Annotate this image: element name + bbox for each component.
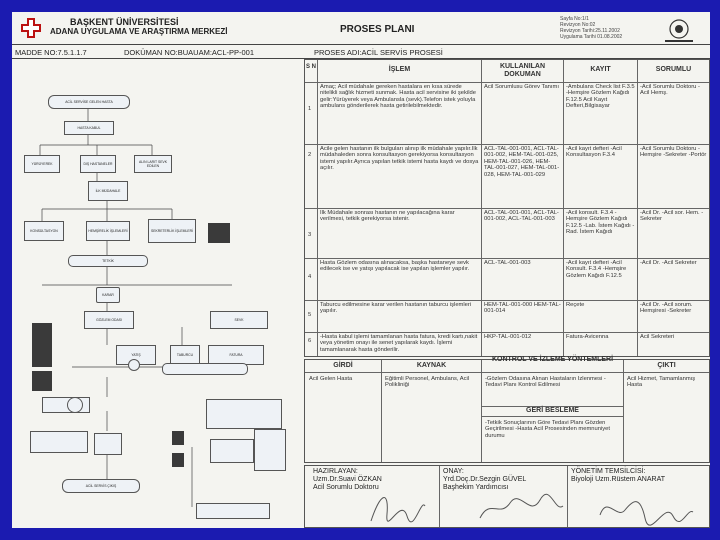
summary-header-geri: GERİ BESLEME — [526, 407, 579, 414]
ytm-label: YÖNETİM TEMSİLCİSİ: — [571, 468, 646, 475]
header-rule — [12, 44, 710, 45]
flow-dark-block — [172, 453, 184, 467]
col-header-sorumlu: SORUMLU — [655, 66, 692, 73]
summary-table — [304, 356, 710, 463]
flow-node-yuruyerek: YÜRÜYEREK — [24, 155, 60, 173]
meta-line: Revizyon Tarihi:25.11.2002 — [560, 28, 620, 34]
flow-node-ozel — [196, 503, 270, 519]
flow-node-sevk-edilen: ALIN LARIT SEVK EDİLEN — [134, 155, 172, 173]
flowchart-panel — [12, 59, 300, 528]
row-number: 3 — [308, 232, 312, 238]
row-dokuman: ACL-TAL-001-003 — [484, 260, 531, 266]
revision-meta — [560, 16, 622, 40]
signature-hazirlayan — [361, 486, 431, 526]
flow-node-end: ACİL SERVİS ÇIKIŞ — [62, 479, 140, 493]
flow-node-gozlem: GÖZLEM ODASI — [84, 311, 134, 329]
flow-node-circle — [67, 397, 83, 413]
summary-kontrol: -Gözlem Odasına Alınan Hastaların İzlenmesi -Tedavi Planı Kontrol Edilmesi — [485, 376, 606, 389]
summary-geri: -Tetkik Sonuçlarının Göre Tedavi Planı Gözden Geçirilmesi -Hasta Acil Prosesinden memnuniyet durumu — [485, 420, 611, 439]
row-sorumlu: -Acil Sorumlu Doktoru -Hemşire -Sekreter -Portör — [640, 146, 707, 159]
flow-node-taburcu: TABURCU — [170, 345, 200, 365]
signature-ytm — [595, 490, 695, 526]
col-header-sn: S N — [305, 64, 316, 70]
flow-node-sevk: SEVK — [210, 311, 268, 329]
row-sorumlu: Acil Sekreteri — [640, 334, 675, 340]
row-number: 2 — [308, 152, 312, 158]
row-islem: Acile gelen hastanın ilk bulguları alınıp ilk müdahale yapılır.İlk müdahaleden sonra konsultasyon gerekiyorsa konsultasyon istemi yapılır.Ayrıca yapılan tetkik istemi hasta kaydı ve dosya açılır. — [320, 146, 479, 172]
row-dokuman: HKP-TAL-001-012 — [484, 334, 532, 340]
row-kayit: Fatura-Avicenna — [566, 334, 609, 340]
flow-dark-block — [172, 431, 184, 445]
process-table — [304, 59, 710, 357]
university-name: BAŞKENT ÜNİVERSİTESİ — [70, 17, 179, 27]
flow-node-ilk-mudahale: İLK MÜDAHALE — [88, 181, 128, 201]
row-dokuman: ACL-TAL-001-001, ACL-TAL-001-002, HEM-TAL-001-025, HEM-TAL-001-026, HEM-TAL-001-027, HEM-TAL-001-028, HEM-TAL-001-029 — [484, 146, 560, 178]
flow-node-bekleme — [162, 363, 248, 375]
flow-node-sevk-yatis — [210, 439, 254, 463]
row-number: 1 — [308, 106, 312, 112]
col-header-dokuman: KULLANILAN DOKUMAN — [499, 63, 546, 78]
madde-no: MADDE NO:7.5.1.1.7 — [15, 48, 87, 57]
row-number: 4 — [308, 274, 312, 280]
row-dokuman: ACL-TAL-001-001, ACL-TAL-001-002, ACL-TAL-001-003 — [484, 210, 559, 223]
onay-name: Yrd.Doç.Dr.Sezgin GÜVEL — [443, 476, 527, 483]
summary-girdi: Acil Gelen Hasta — [309, 376, 353, 382]
row-kayit: -Ambulans Check list F.3.5 -Hemşire Gözlem Kağıdı F.12.5 Acil Kayıt Defteri,Bilgisayar — [566, 84, 635, 110]
summary-header-kontrol: KONTROL VE İZLEME YÖNTEMLERİ — [491, 356, 614, 363]
row-dokuman: HEM-TAL-001-000 HEM-TAL-001-014 — [484, 302, 561, 315]
row-kayit: -Acil kayıt defteri -Acil Konsult. F.3.4 -Hemşire Gözlem Kağıdı F.12.5 — [566, 260, 627, 279]
certification-logo — [662, 18, 696, 44]
meta-line: Uygulama Tarihi 01.08.2002 — [560, 34, 623, 40]
flow-node-yatis-on — [254, 429, 286, 471]
summary-header-girdi: GİRDİ — [333, 362, 353, 369]
hazirlayan-role: Acil Sorumlu Doktoru — [313, 484, 379, 491]
page-title: PROSES PLANI — [340, 24, 415, 35]
summary-cikti: Acil Hizmet, Tamamlanmış Hasta — [627, 376, 696, 389]
row-islem: Amaç; Acil müdahale gereken hastalara en kısa sürede nitelikli sağlık hizmeti sunmak. Hasta acil servisine iki şekilde gelir:Yürüyerek veya Ambulansla (sevk).Telefon istek yoluyla ambulans gönderilerek hasta getirilebilmektedir. — [320, 84, 476, 110]
summary-header-cikti: ÇIKTI — [657, 362, 676, 369]
signature-onay — [475, 488, 565, 526]
col-header-kayit: KAYIT — [590, 66, 611, 73]
flow-dark-block — [208, 223, 230, 243]
row-kayit: Reçete — [566, 302, 585, 308]
flow-node-hasta — [94, 433, 122, 455]
meta-line: Sayfa No:1/1 — [560, 16, 589, 22]
center-name: ADANA UYGULAMA VE ARAŞTIRMA MERKEZİ — [50, 27, 228, 36]
flow-node-dis-hastane: DIŞ HASTANELER — [80, 155, 116, 173]
meta-line: Revizyon No:02 — [560, 22, 596, 28]
process-name: PROSES ADI:ACİL SERVİS PROSESİ — [314, 48, 443, 57]
row-kayit: -Acil kayıt defteri -Acil Konsultasyon F.3.4 — [566, 146, 622, 159]
row-number: 5 — [308, 312, 312, 318]
flow-node-start: ACİL SERVİSE GELEN HASTA — [48, 95, 130, 109]
row-islem: Hasta Gözlem odasına alınacaksa, başka hastaneye sevk edilecek ise ve yatışı yapılacak ise yapılan işlemler yapılır. — [320, 260, 470, 273]
flow-node-tetkik: TETKİK — [68, 255, 148, 267]
flow-node-konsultasyon: KONSÜLTASYON — [24, 221, 64, 241]
signature-block — [304, 465, 710, 528]
flow-node-sekreterlik: SEKRETERLİK İŞLEMLERİ — [148, 219, 196, 243]
flow-node-kabul: HASTA KABUL — [64, 121, 114, 135]
flow-dark-block — [32, 323, 52, 367]
row-islem: Taburcu edilmesine karar verilen hastanın taburcu işlemleri yapılır. — [320, 302, 472, 315]
summary-kaynak: Eğitimli Personel, Ambulans, Acil Polikliniği — [385, 376, 470, 389]
flow-node-hemsirelik: HEMŞİRELİK İŞLEMLERİ — [86, 221, 130, 241]
row-dokuman: Acil Sorumlusu Görev Tanımı — [484, 84, 559, 90]
row-kayit: -Acil konsult. F.3.4 -Hemşire Gözlem Kağıdı F.12.5 -Lab. İstem Kağıdı -Rad. İstem Kağıdı — [566, 210, 635, 236]
flow-node-circle — [128, 359, 140, 371]
hazirlayan-label: HAZIRLAYAN: — [313, 468, 358, 475]
summary-header-kaynak: KAYNAK — [416, 362, 447, 369]
row-sorumlu: -Acil Sorumlu Doktoru -Acil Hemş. — [640, 84, 700, 97]
onay-role: Başhekim Yardımcısı — [443, 484, 509, 491]
flow-node-yatis: YATIŞ — [116, 345, 156, 365]
row-sorumlu: -Acil Dr. -Acil sorum. Hemşiresi -Sekreter — [640, 302, 693, 315]
onay-label: ONAY: — [443, 468, 464, 475]
row-islem: -Hasta kabul işlemi tamamlanan hasta fatura, kredi kartı,nakit veya yönetim onayı ile senet yapılarak kaydı. İşlemi tamamlanarak hasta gönderilir. — [320, 334, 478, 353]
flow-node-karar: KARAR — [96, 287, 120, 303]
document-page — [12, 12, 710, 528]
logo-left — [20, 17, 42, 39]
col-header-islem: İŞLEM — [388, 66, 411, 73]
row-sorumlu: -Acil Dr. -Acil sor. Hem. -Sekreter — [640, 210, 704, 223]
flow-node-uyari — [30, 431, 88, 453]
flow-dark-block — [32, 371, 52, 391]
ytm-name: Biyoloji Uzm.Rüstem ANARAT — [571, 476, 666, 483]
document-no: DOKÜMAN NO:BUAUAM:ACL-PP-001 — [124, 48, 255, 57]
flow-node-fatura: FATURA — [208, 345, 264, 365]
flow-node-yatis-karar — [206, 399, 282, 429]
row-number: 6 — [308, 338, 312, 344]
row-islem: İlk Müdahale sonrası hastanın ne yapılacağına karar verilmesi, tetkik gerekiyorsa istenir. — [320, 210, 455, 223]
hazirlayan-name: Uzm.Dr.Suavi ÖZKAN — [313, 476, 382, 483]
row-sorumlu: -Acil Dr. -Acil Sekreter — [640, 260, 697, 266]
